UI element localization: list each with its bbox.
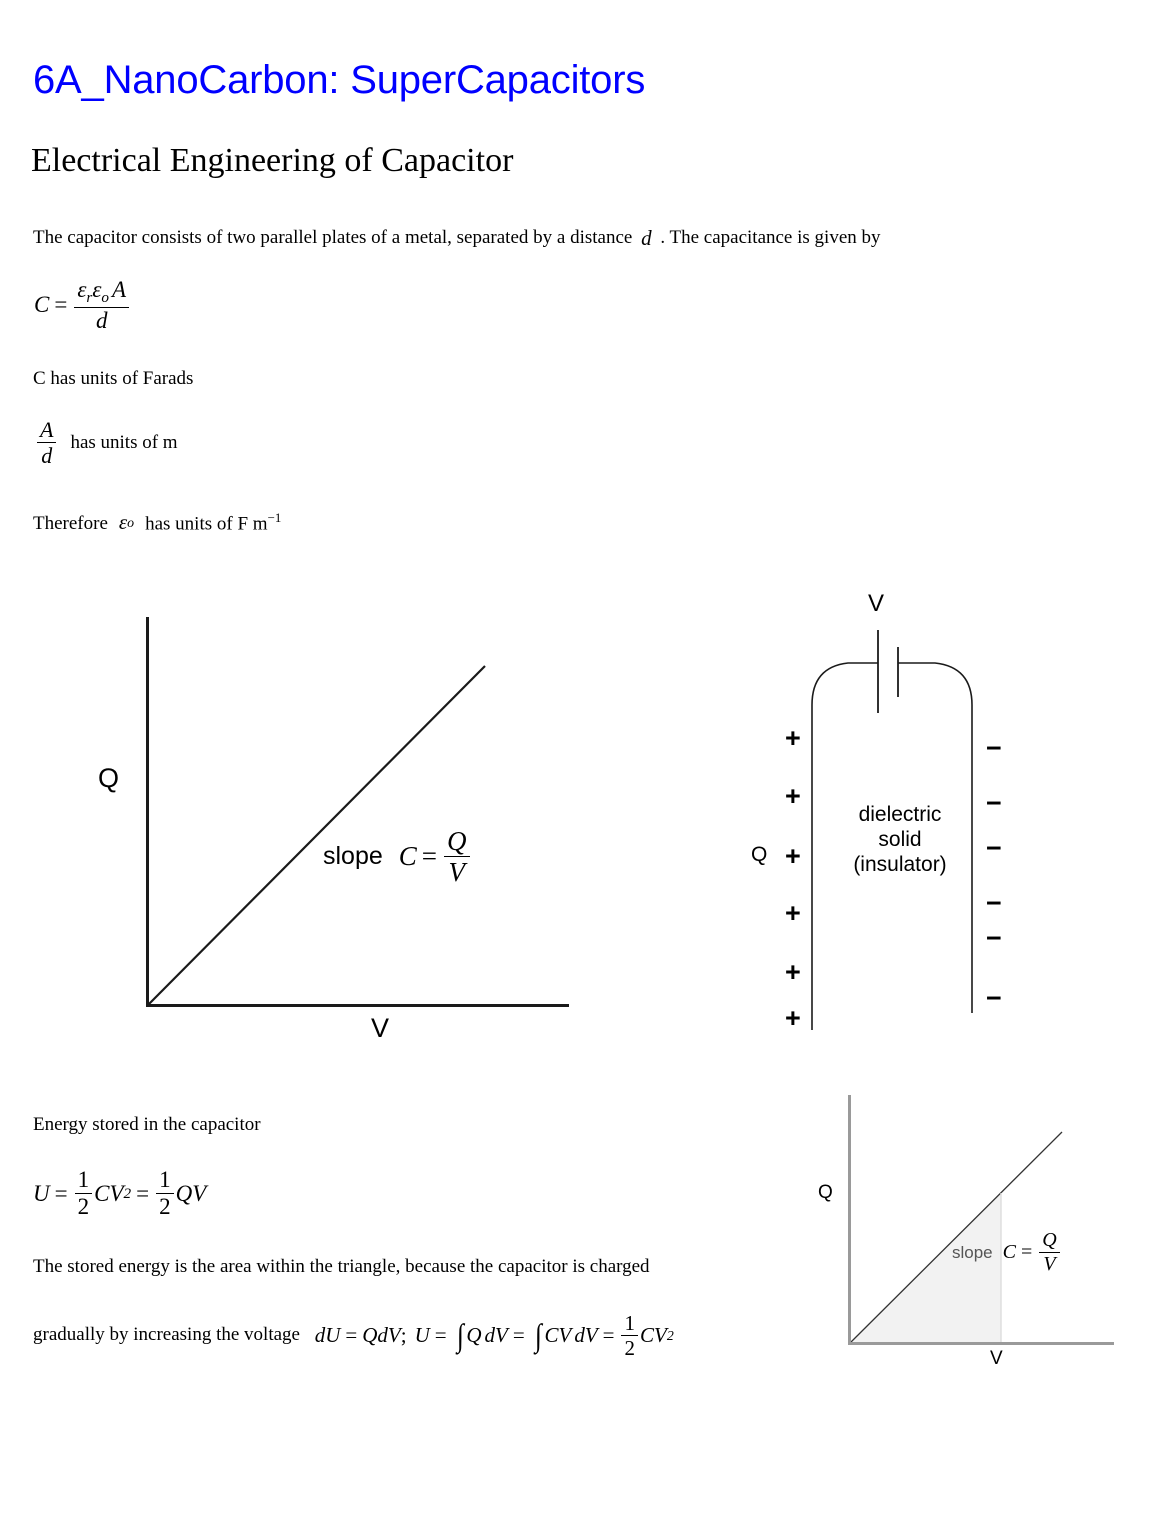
positive-charge-sign: + bbox=[785, 841, 801, 871]
integral-sign-1: ∫ bbox=[456, 1317, 464, 1354]
positive-charge-sign: + bbox=[785, 723, 801, 753]
slope-c-symbol: C bbox=[1002, 1241, 1016, 1263]
eq-int-final-exponent: 2 bbox=[666, 1327, 674, 1343]
epsilon-r-symbol: ε bbox=[77, 277, 87, 302]
therefore-suffix bbox=[145, 510, 281, 535]
paragraph-intro bbox=[33, 225, 881, 252]
eq-int-semicolon: ; bbox=[400, 1322, 407, 1347]
therefore-suffix-text: has units of F m bbox=[145, 513, 268, 535]
positive-charge-sign: + bbox=[785, 781, 801, 811]
eq-int-equals-3: = bbox=[512, 1322, 525, 1347]
y-axis bbox=[848, 1095, 851, 1345]
intro-text-before: The capacitor consists of two parallel plates of a metal, separated by a distance bbox=[33, 227, 633, 249]
paragraph-stored-line1: The stored energy is the area within the triangle, because the capacitor is charged bbox=[33, 1256, 650, 1277]
line-a-over-d-units bbox=[35, 418, 178, 467]
figure-qv-plot-energy bbox=[800, 1090, 1135, 1380]
therefore-exponent: −1 bbox=[267, 510, 282, 525]
fraction-numerator: 1 bbox=[75, 1168, 93, 1194]
slope-equals: = bbox=[1020, 1241, 1033, 1263]
fraction-numerator bbox=[74, 278, 129, 308]
fraction-eps-A-over-d bbox=[74, 278, 129, 333]
page-title: 6A_NanoCarbon: SuperCapacitors bbox=[33, 58, 646, 102]
fraction-denominator: d bbox=[41, 443, 53, 469]
fraction-q-over-v bbox=[444, 827, 470, 887]
paragraph-stored-line2 bbox=[33, 1312, 674, 1359]
line-epsilon-units bbox=[33, 510, 281, 535]
equation-energy bbox=[33, 1168, 206, 1219]
eq-energy-equals-2: = bbox=[136, 1180, 150, 1206]
section-heading: Electrical Engineering of Capacitor bbox=[31, 142, 514, 179]
y-axis-label: Q bbox=[98, 763, 120, 793]
x-axis-label: V bbox=[371, 1013, 390, 1043]
area-symbol: A bbox=[111, 277, 127, 302]
fraction-numerator: A bbox=[37, 418, 56, 443]
eq-energy-equals-1: = bbox=[54, 1180, 68, 1206]
eq-int-dU: dU bbox=[314, 1322, 341, 1347]
therefore-prefix: Therefore bbox=[33, 513, 108, 535]
fraction-a-over-d bbox=[37, 418, 56, 467]
slope-annotation bbox=[952, 1230, 1062, 1275]
slope-annotation bbox=[323, 827, 472, 887]
epsilon-o-symbol: ε bbox=[92, 277, 102, 302]
y-axis-label: Q bbox=[818, 1182, 833, 1203]
dielectric-label bbox=[830, 803, 970, 877]
eq-energy-lhs: U bbox=[33, 1180, 50, 1206]
stored-line2-text: gradually by increasing the voltage bbox=[33, 1323, 300, 1345]
variable-d: d bbox=[641, 226, 652, 250]
eq-int-Q: Q bbox=[466, 1322, 482, 1347]
eq-int-final: CV bbox=[639, 1322, 667, 1347]
x-axis-label: V bbox=[990, 1348, 1003, 1369]
equation-capacitance bbox=[34, 278, 131, 333]
slope-label-word: slope bbox=[323, 842, 383, 871]
paragraph-farads: C has units of Farads bbox=[33, 368, 194, 389]
fraction-one-half-b bbox=[156, 1168, 174, 1219]
positive-charge-sign: + bbox=[785, 898, 801, 928]
fraction-one-half-c bbox=[621, 1312, 638, 1359]
epsilon-o-subscript: o bbox=[101, 288, 109, 306]
eq-int-equals-2: = bbox=[434, 1322, 447, 1347]
figure-qv-plot-main bbox=[80, 595, 600, 1065]
slope-c-symbol: C bbox=[398, 841, 417, 872]
eq-int-CV: CV bbox=[544, 1322, 572, 1347]
dielectric-line-3: (insulator) bbox=[853, 852, 947, 876]
dielectric-line-1: dielectric bbox=[858, 803, 942, 826]
eq-energy-term-1-exponent: 2 bbox=[123, 1184, 132, 1202]
epsilon-o-subscript: o bbox=[127, 514, 135, 530]
figure-capacitor-schematic bbox=[730, 585, 1040, 1033]
voltage-label: V bbox=[868, 590, 885, 617]
fraction-denominator: 2 bbox=[624, 1336, 635, 1361]
negative-charge-sign: − bbox=[986, 833, 1002, 863]
equation-integral bbox=[315, 1312, 674, 1359]
fraction-one-half-a bbox=[75, 1168, 93, 1219]
eq-int-equals-4: = bbox=[602, 1322, 615, 1347]
fraction-numerator: Q bbox=[444, 827, 470, 857]
charge-label: Q bbox=[751, 843, 768, 866]
eq-int-dV-1: dV bbox=[484, 1322, 508, 1347]
eq-energy-term-1: CV bbox=[94, 1180, 124, 1206]
integral-sign-2: ∫ bbox=[534, 1317, 542, 1354]
fraction-denominator: 2 bbox=[159, 1194, 171, 1220]
fraction-numerator: 1 bbox=[621, 1312, 638, 1336]
paragraph-energy-stored: Energy stored in the capacitor bbox=[33, 1114, 261, 1135]
epsilon-r-subscript: r bbox=[86, 288, 93, 306]
fraction-denominator: 2 bbox=[77, 1194, 90, 1220]
eq-int-U: U bbox=[414, 1322, 430, 1347]
fraction-denominator: V bbox=[448, 857, 466, 888]
slope-label-word: slope bbox=[952, 1242, 993, 1262]
fraction-q-over-v bbox=[1039, 1230, 1059, 1275]
dielectric-line-2: solid bbox=[878, 827, 922, 851]
fraction-denominator: V bbox=[1043, 1253, 1056, 1275]
eq-capacitance-equals: = bbox=[54, 292, 68, 318]
units-m-text: has units of m bbox=[70, 431, 178, 453]
eq-int-dV-2: dV bbox=[574, 1322, 598, 1347]
fraction-denominator: d bbox=[95, 307, 108, 333]
x-axis bbox=[848, 1342, 1114, 1345]
positive-charge-sign: + bbox=[785, 1003, 801, 1033]
fraction-numerator: 1 bbox=[156, 1168, 174, 1194]
eq-int-QdV: QdV bbox=[362, 1322, 401, 1347]
eq-int-equals-1: = bbox=[345, 1322, 358, 1347]
eq-energy-term-2: QV bbox=[175, 1180, 207, 1206]
negative-charge-sign: − bbox=[986, 788, 1002, 818]
eq-capacitance-lhs: C bbox=[34, 292, 50, 318]
negative-charge-sign: − bbox=[986, 733, 1002, 763]
negative-charge-sign: − bbox=[986, 923, 1002, 953]
fraction-numerator: Q bbox=[1039, 1230, 1059, 1253]
positive-charge-sign: + bbox=[785, 957, 801, 987]
intro-text-after: . The capacitance is given by bbox=[660, 227, 881, 249]
slope-equals: = bbox=[421, 841, 438, 872]
epsilon-o-symbol: ε bbox=[118, 510, 128, 535]
negative-charge-sign: − bbox=[986, 983, 1002, 1013]
negative-charge-sign: − bbox=[986, 888, 1002, 918]
